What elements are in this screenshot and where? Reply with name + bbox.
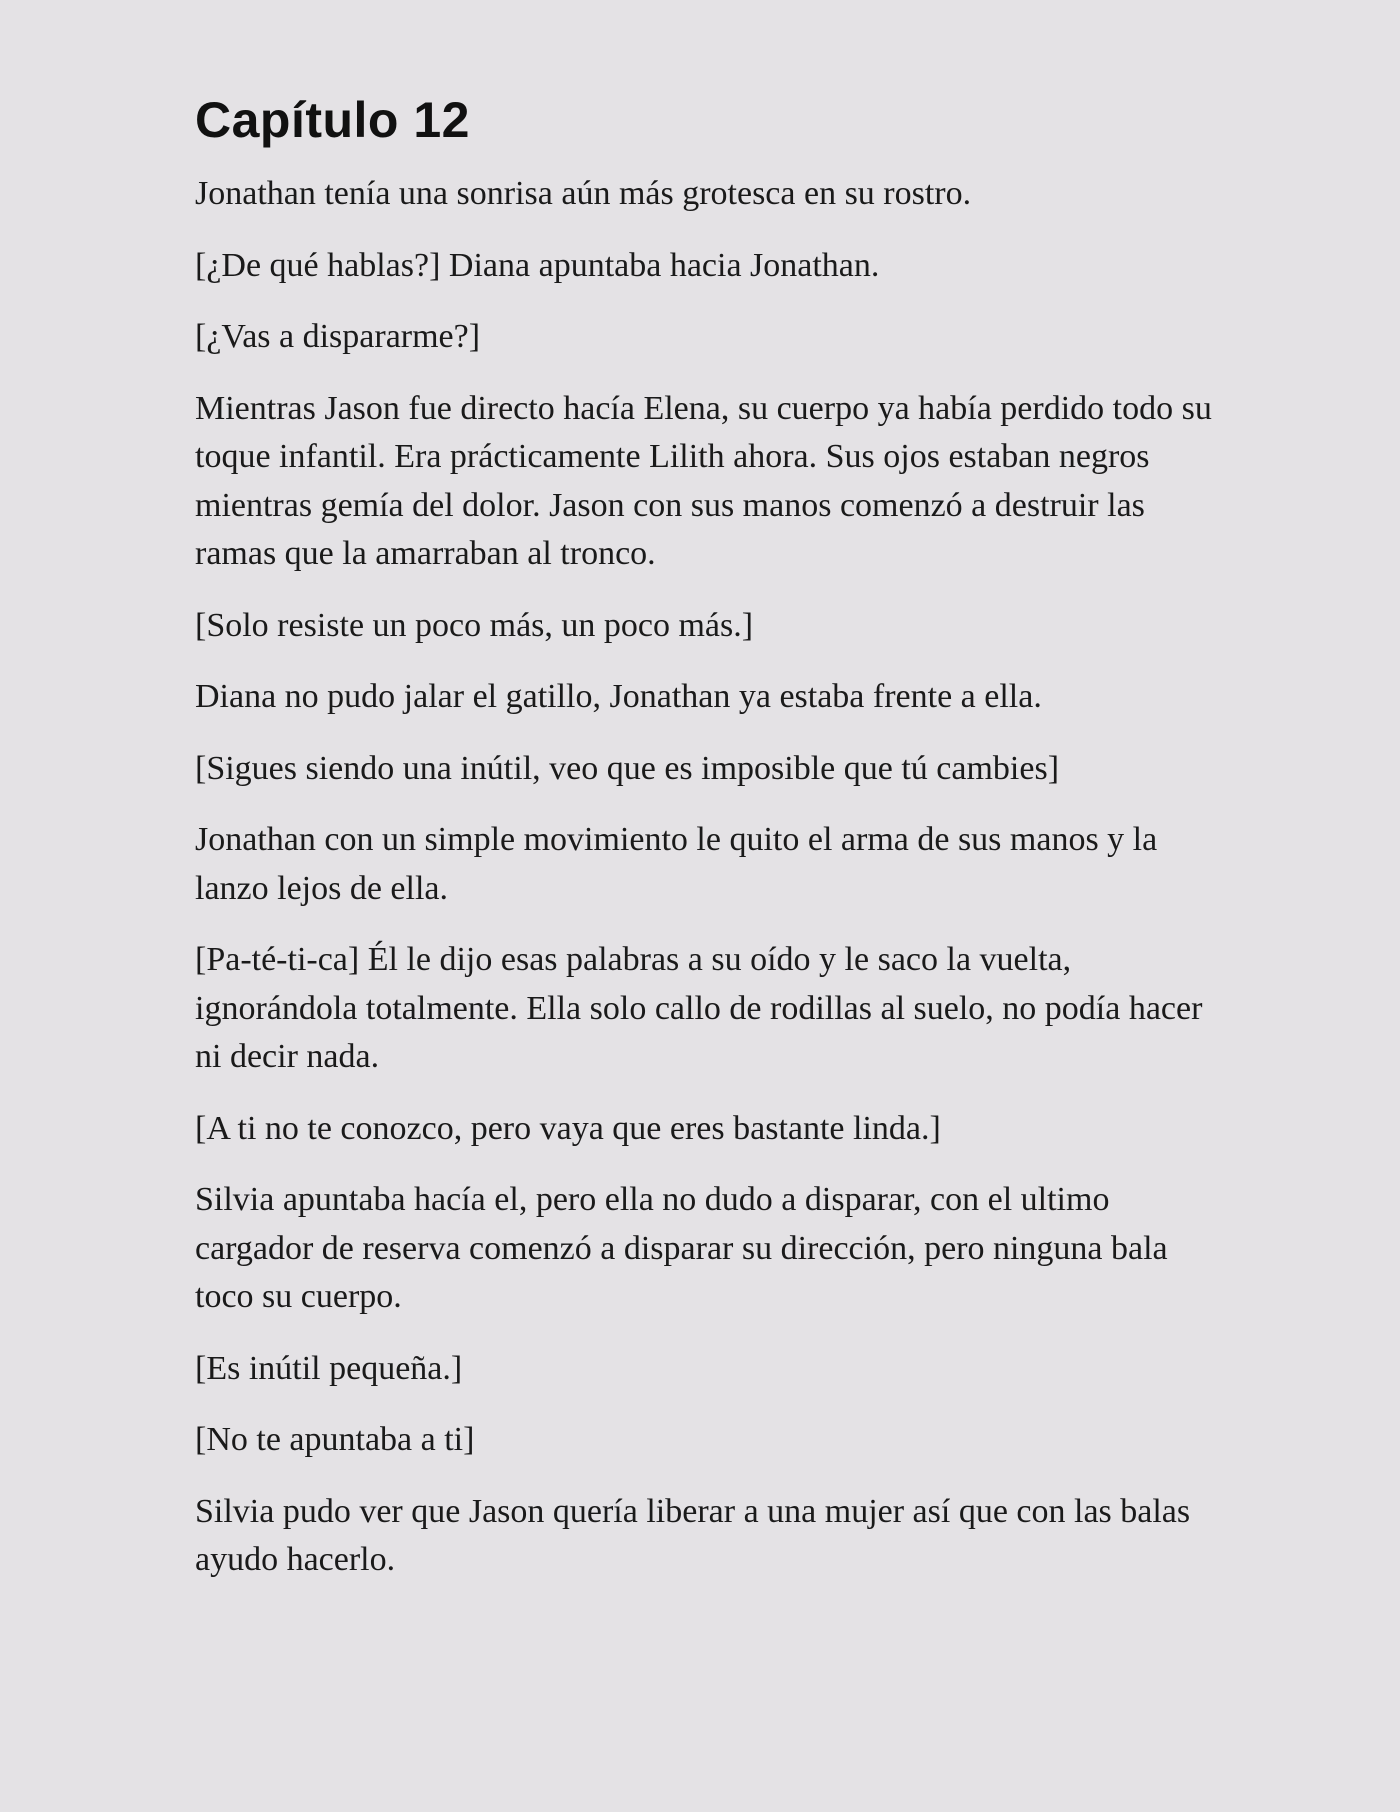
paragraph: [No te apuntaba a ti] <box>195 1421 475 1458</box>
paragraph: [Es inútil pequeña.] <box>195 1349 463 1387</box>
paragraph: [¿De qué hablas?] Diana apuntaba hacia Jonathan. <box>195 246 880 284</box>
paragraph: [Pa-té-ti-ca] Él le dijo esas palabras a su oído y le saco la vuelta, ignorándola totalmente. Ella solo callo de rodillas al suelo, no podía hacer ni decir nada. <box>195 941 1203 1075</box>
paragraph: [A ti no te conozco, pero vaya que eres bastante linda.] <box>195 1109 941 1147</box>
paragraph: Silvia pudo ver que Jason quería liberar a una mujer así que con las balas ayudo hacerlo. <box>195 1492 1191 1578</box>
chapter-title: Capítulo 12 <box>195 92 470 148</box>
paragraph: [¿Vas a dispararme?] <box>195 318 481 355</box>
paragraph: Silvia apuntaba hacía el, pero ella no dudo a disparar, con el ultimo cargador de reserva comenzó a disparar su dirección, pero ninguna bala toco su cuerpo. <box>195 1181 1168 1315</box>
paragraph: Mientras Jason fue directo hacía Elena, su cuerpo ya había perdido todo su toque infantil. Era prácticamente Lilith ahora. Sus ojos estaban negros mientras gemía del dolor. Jason con sus manos comenzó a destruir las ramas que la amarraban al tronco. <box>195 389 1212 572</box>
paragraph: [Solo resiste un poco más, un poco más.] <box>195 606 754 644</box>
paragraph: Diana no pudo jalar el gatillo, Jonathan ya estaba frente a ella. <box>195 678 1042 715</box>
paragraph: Jonathan tenía una sonrisa aún más grotesca en su rostro. <box>195 175 972 212</box>
document-page <box>195 90 1215 1608</box>
paragraph: Jonathan con un simple movimiento le quito el arma de sus manos y la lanzo lejos de ella. <box>195 821 1158 907</box>
paragraph: [Sigues siendo una inútil, veo que es imposible que tú cambies] <box>195 749 1060 787</box>
